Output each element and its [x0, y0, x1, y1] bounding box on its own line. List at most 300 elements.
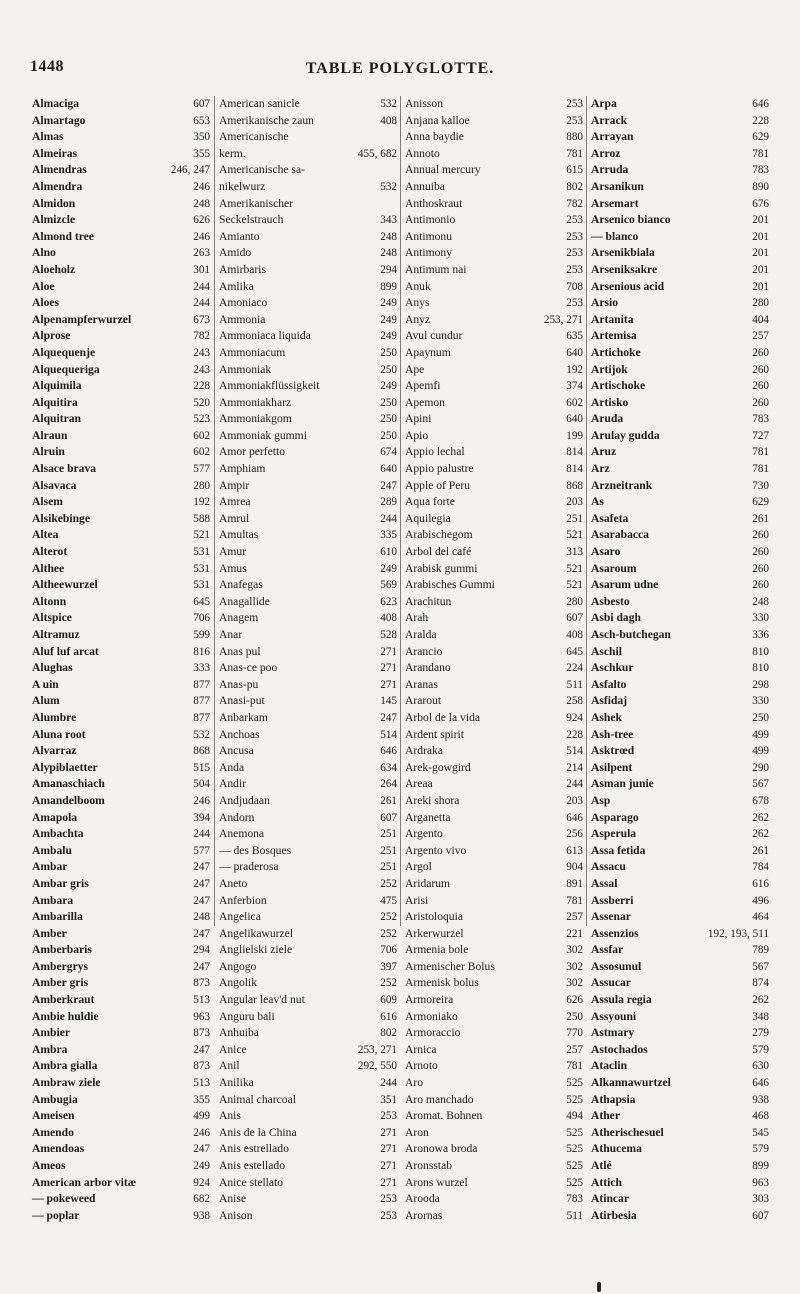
- entry-page-ref: 781: [566, 1060, 583, 1073]
- entry-page-ref: 228: [566, 728, 583, 741]
- entry-page-ref: 602: [566, 396, 583, 409]
- index-entry: [401, 179, 587, 196]
- index-entry: [215, 909, 401, 926]
- entry-term: Artanita: [591, 312, 634, 326]
- entry-page-ref: 567: [752, 960, 769, 973]
- entry-term: Arroz: [591, 146, 621, 160]
- entry-term: Aluf luf arcat: [32, 644, 99, 658]
- entry-page-ref: 525: [566, 1143, 583, 1156]
- entry-term: Ash-tree: [591, 727, 634, 741]
- entry-page-ref: 262: [752, 811, 769, 824]
- index-entry: [28, 312, 214, 329]
- entry-page-ref: 609: [380, 994, 397, 1007]
- index-entry: [28, 627, 214, 644]
- entry-page-ref: 494: [566, 1110, 583, 1123]
- index-entry: [587, 1108, 773, 1125]
- entry-page-ref: 781: [566, 894, 583, 907]
- index-entry: [587, 992, 773, 1009]
- index-entry: [401, 975, 587, 992]
- index-entry: [401, 826, 587, 843]
- entry-page-ref: 525: [566, 1160, 583, 1172]
- entry-page-ref: 330: [752, 695, 769, 708]
- index-entry: [28, 229, 214, 246]
- entry-term: Aneto: [219, 876, 248, 890]
- index-entry: [587, 1075, 773, 1092]
- entry-term: Alprose: [32, 329, 71, 343]
- index-entry: [587, 295, 773, 312]
- index-entry: [28, 826, 214, 843]
- entry-page-ref: 250: [380, 346, 397, 359]
- index-entry: [401, 328, 587, 345]
- entry-page-ref: 251: [380, 861, 397, 874]
- entry-term: Appio lechal: [405, 445, 465, 459]
- entry-page-ref: 289: [380, 496, 397, 509]
- entry-term: Asafeta: [591, 511, 629, 525]
- entry-term: Argento vivo: [405, 843, 467, 857]
- index-entry: [587, 196, 773, 213]
- index-entry: [28, 527, 214, 544]
- index-entry: [401, 428, 587, 445]
- entry-page-ref: 246: [193, 1126, 210, 1139]
- entry-page-ref: 247: [193, 927, 210, 940]
- index-entry: [401, 1058, 587, 1075]
- index-column-1: [28, 96, 214, 1222]
- entry-page-ref: 251: [380, 828, 397, 841]
- entry-page-ref: 243: [193, 363, 210, 376]
- entry-page-ref: 706: [380, 944, 397, 957]
- entry-term: Anis estellado: [219, 1159, 286, 1172]
- entry-term: Angular leav'd nut: [219, 993, 305, 1007]
- entry-term: Arganetta: [405, 810, 451, 824]
- index-entry: [401, 561, 587, 578]
- index-entry: [215, 362, 401, 379]
- entry-term: Argento: [405, 827, 443, 841]
- index-entry: [587, 760, 773, 777]
- entry-term: — poplar: [32, 1208, 80, 1222]
- entry-page-ref: 249: [380, 562, 397, 575]
- entry-page-ref: 899: [752, 1160, 769, 1172]
- index-entry: [28, 461, 214, 478]
- entry-page-ref: 271: [380, 1126, 397, 1139]
- entry-term: Attich: [591, 1175, 622, 1189]
- entry-term: Altspice: [32, 611, 72, 625]
- entry-page-ref: 783: [752, 164, 769, 177]
- entry-term: Artisko: [591, 395, 629, 409]
- index-entry: [215, 162, 401, 179]
- entry-page-ref: 577: [193, 463, 210, 476]
- entry-page-ref: 629: [752, 496, 769, 509]
- entry-page-ref: 877: [193, 695, 210, 708]
- entry-page-ref: 257: [566, 911, 583, 924]
- index-entry: [587, 859, 773, 876]
- index-entry: [401, 942, 587, 959]
- index-entry: [28, 942, 214, 959]
- index-entry: [215, 312, 401, 329]
- entry-page-ref: 569: [380, 579, 397, 592]
- entry-term: Arsanikun: [591, 179, 644, 193]
- index-entry: [401, 229, 587, 246]
- entry-page-ref: 455, 682: [357, 147, 397, 160]
- index-entry: [215, 727, 401, 744]
- entry-page-ref: 248: [380, 247, 397, 260]
- entry-page-ref: 271: [380, 1143, 397, 1156]
- entry-page-ref: 623: [380, 595, 397, 608]
- entry-page-ref: 247: [193, 1143, 210, 1156]
- entry-page-ref: 201: [752, 280, 769, 293]
- entry-page-ref: 924: [566, 711, 583, 724]
- entry-page-ref: 532: [380, 180, 397, 193]
- entry-term: Aschkur: [591, 661, 634, 675]
- entry-term: Armoniako: [405, 1009, 458, 1023]
- index-entry: [215, 229, 401, 246]
- entry-term: Artischoke: [591, 379, 646, 393]
- index-entry: [215, 511, 401, 528]
- entry-term: Amirbaris: [219, 262, 267, 276]
- entry-page-ref: 294: [380, 263, 397, 276]
- entry-page-ref: 873: [193, 1060, 210, 1073]
- entry-term: Alvarraz: [32, 744, 77, 758]
- page-title: TABLE POLYGLOTTE.: [305, 60, 495, 77]
- index-entry: [401, 610, 587, 627]
- entry-page-ref: 515: [193, 761, 210, 774]
- entry-page-ref: 260: [752, 380, 769, 393]
- entry-term: Arabisk gummi: [405, 561, 478, 575]
- entry-page-ref: 294: [193, 944, 210, 957]
- index-entry: [401, 893, 587, 910]
- entry-page-ref: 247: [193, 960, 210, 973]
- entry-page-ref: 880: [566, 131, 583, 144]
- entry-page-ref: 251: [380, 844, 397, 857]
- entry-term: Ardraka: [405, 744, 443, 758]
- entry-term: Artichoke: [591, 345, 641, 359]
- entry-term: Annuiba: [405, 179, 445, 193]
- entry-term: Arsenious acid: [591, 279, 665, 293]
- index-entry: [215, 1075, 401, 1092]
- index-entry: [587, 577, 773, 594]
- entry-term: Ashek: [591, 710, 622, 724]
- entry-page-ref: 313: [566, 546, 583, 559]
- entry-term: Ampir: [219, 478, 250, 492]
- entry-page-ref: 221: [566, 927, 583, 940]
- entry-page-ref: 513: [193, 994, 210, 1007]
- entry-term: Alquequeriga: [32, 362, 100, 376]
- index-entry: [587, 909, 773, 926]
- entry-term: Anda: [219, 760, 245, 774]
- entry-term: Alno: [32, 246, 56, 260]
- entry-page-ref: 531: [193, 546, 210, 559]
- entry-term: Angolik: [219, 976, 258, 990]
- index-entry: [587, 942, 773, 959]
- index-entry: [401, 710, 587, 727]
- entry-page-ref: 616: [752, 877, 769, 890]
- index-entry: [215, 992, 401, 1009]
- index-entry: [215, 1009, 401, 1026]
- entry-term: Ambara: [32, 893, 74, 907]
- entry-page-ref: 531: [193, 579, 210, 592]
- entry-page-ref: 248: [193, 197, 210, 210]
- entry-term: Amapola: [32, 810, 78, 824]
- entry-term: Arisi: [405, 893, 429, 907]
- index-entry: [401, 992, 587, 1009]
- entry-term: Almeiras: [32, 146, 78, 160]
- entry-term: Arek-gowgird: [405, 760, 471, 774]
- index-entry: [28, 196, 214, 213]
- entry-page-ref: 248: [193, 911, 210, 924]
- entry-term: Aloe: [32, 279, 55, 293]
- index-entry: [587, 1058, 773, 1075]
- entry-page-ref: 257: [566, 1043, 583, 1056]
- entry-page-ref: 394: [193, 811, 210, 824]
- index-entry: [28, 893, 214, 910]
- entry-term: Arons wurzel: [405, 1175, 468, 1189]
- entry-term: Arruda: [591, 163, 629, 177]
- entry-term: Assula regia: [591, 993, 652, 1007]
- index-entry: [587, 245, 773, 262]
- index-entry: [215, 179, 401, 196]
- index-entry: [28, 594, 214, 611]
- entry-term: Arrayan: [591, 130, 634, 144]
- entry-page-ref: 252: [380, 927, 397, 940]
- entry-term: Ambra: [32, 1042, 68, 1056]
- entry-term: Arkerwurzel: [405, 926, 464, 940]
- entry-page-ref: 607: [193, 98, 210, 110]
- index-entry: [587, 96, 773, 113]
- index-entry: [401, 1125, 587, 1142]
- index-entry: [215, 279, 401, 296]
- entry-page-ref: 201: [752, 247, 769, 260]
- entry-page-ref: 228: [193, 380, 210, 393]
- entry-page-ref: 247: [193, 894, 210, 907]
- entry-term: Asarum udne: [591, 578, 659, 592]
- entry-term: Arsenikbiala: [591, 246, 655, 260]
- index-entry: [587, 826, 773, 843]
- index-entry: [587, 959, 773, 976]
- index-entry: [28, 743, 214, 760]
- index-entry: [587, 926, 773, 943]
- index-entry: [401, 1075, 587, 1092]
- entry-term: Argol: [405, 860, 432, 874]
- entry-term: Amberkraut: [32, 993, 95, 1007]
- index-entry: [401, 627, 587, 644]
- index-entry: [28, 992, 214, 1009]
- index-entry: [215, 428, 401, 445]
- index-entry: [28, 909, 214, 926]
- entry-term: Amor perfetto: [219, 445, 285, 459]
- entry-page-ref: 246: [193, 230, 210, 243]
- entry-term: Aro manchado: [405, 1092, 474, 1106]
- index-entry: [28, 693, 214, 710]
- entry-term: Altea: [32, 528, 59, 542]
- entry-term: Ammoniakharz: [219, 395, 292, 409]
- entry-term: Assenzios: [591, 926, 639, 940]
- entry-term: Ape: [405, 362, 425, 376]
- index-entry: [215, 577, 401, 594]
- entry-page-ref: 963: [752, 1176, 769, 1189]
- entry-page-ref: 532: [193, 728, 210, 741]
- entry-page-ref: 814: [566, 446, 583, 459]
- index-entry: [587, 461, 773, 478]
- entry-page-ref: 260: [752, 579, 769, 592]
- index-entry: [28, 411, 214, 428]
- entry-page-ref: 514: [380, 728, 397, 741]
- entry-term: Ameisen: [32, 1109, 75, 1123]
- index-entry: [28, 113, 214, 130]
- entry-term: Apemon: [405, 395, 445, 409]
- entry-page-ref: 525: [566, 1126, 583, 1139]
- entry-term: Anice: [219, 1042, 247, 1056]
- entry-term: Aromat. Bohnen: [405, 1109, 483, 1123]
- entry-page-ref: 521: [193, 529, 210, 542]
- entry-term: Anis: [219, 1109, 241, 1123]
- entry-term: Anjana kalloe: [405, 113, 470, 127]
- index-entry: [215, 1025, 401, 1042]
- entry-page-ref: 252: [380, 977, 397, 990]
- entry-term: Anar: [219, 628, 243, 641]
- entry-term: Antimonio: [405, 213, 456, 227]
- index-entry: [401, 395, 587, 412]
- entry-term: Anas-ce poo: [219, 661, 278, 675]
- index-entry: [28, 710, 214, 727]
- entry-page-ref: 260: [752, 346, 769, 359]
- entry-term: Arseniksakre: [591, 262, 658, 276]
- entry-page-ref: 302: [566, 977, 583, 990]
- entry-page-ref: 626: [193, 214, 210, 227]
- index-entry: [587, 428, 773, 445]
- index-entry: [28, 1108, 214, 1125]
- index-entry: [587, 677, 773, 694]
- index-entry: [28, 1042, 214, 1059]
- entry-term: Ambarilla: [32, 910, 83, 924]
- index-entry: [587, 810, 773, 827]
- entry-page-ref: 520: [193, 396, 210, 409]
- entry-page-ref: 782: [566, 197, 583, 210]
- entry-term: Alpenampferwurzel: [32, 312, 132, 326]
- index-entry: [401, 444, 587, 461]
- entry-term: Ambergrys: [32, 959, 89, 973]
- index-entry: [587, 262, 773, 279]
- entry-term: Anys: [405, 296, 430, 310]
- index-entry: [28, 975, 214, 992]
- entry-page-ref: 250: [380, 363, 397, 376]
- entry-page-ref: 602: [193, 429, 210, 442]
- entry-term: Amendoas: [32, 1142, 85, 1156]
- entry-term: Arachitun: [405, 594, 452, 608]
- entry-term: Ammoniakgom: [219, 412, 292, 426]
- entry-term: Amur: [219, 545, 247, 559]
- entry-term: Angelica: [219, 910, 261, 924]
- entry-page-ref: 730: [752, 479, 769, 492]
- index-entry: [401, 594, 587, 611]
- entry-term: Ammoniaca liquida: [219, 329, 311, 343]
- entry-page-ref: 531: [193, 562, 210, 575]
- entry-page-ref: 355: [193, 147, 210, 160]
- entry-term: Assberri: [591, 893, 634, 907]
- entry-page-ref: 201: [752, 214, 769, 227]
- index-entry: [28, 1208, 214, 1225]
- entry-page-ref: 810: [752, 662, 769, 675]
- entry-term: Avul cundur: [405, 329, 463, 343]
- entry-page-ref: 924: [193, 1176, 210, 1189]
- index-entry: [215, 660, 401, 677]
- index-entry: [215, 926, 401, 943]
- entry-page-ref: 673: [193, 313, 210, 326]
- entry-term: Amido: [219, 246, 252, 260]
- entry-term: Aridarum: [405, 876, 451, 890]
- index-entry: [401, 1191, 587, 1208]
- entry-page-ref: 874: [752, 977, 769, 990]
- entry-page-ref: 252: [380, 911, 397, 924]
- entry-page-ref: 145: [380, 695, 397, 708]
- index-entry: [215, 544, 401, 561]
- index-entry: [28, 1092, 214, 1109]
- entry-page-ref: 678: [752, 794, 769, 807]
- entry-term: Aronsstab: [405, 1159, 453, 1172]
- entry-page-ref: 253: [380, 1209, 397, 1222]
- entry-page-ref: 653: [193, 114, 210, 127]
- index-entry: [587, 893, 773, 910]
- index-entry: [28, 1058, 214, 1075]
- entry-page-ref: 783: [566, 1193, 583, 1206]
- entry-term: American sanicle: [219, 97, 300, 110]
- entry-term: Alsavaca: [32, 478, 77, 492]
- index-entry: [28, 660, 214, 677]
- index-entry: [401, 859, 587, 876]
- entry-term: Alquitran: [32, 412, 81, 426]
- entry-page-ref: 525: [566, 1176, 583, 1189]
- entry-page-ref: 938: [752, 1093, 769, 1106]
- entry-page-ref: 567: [752, 778, 769, 791]
- index-entry: [28, 1175, 214, 1192]
- index-entry: [28, 677, 214, 694]
- entry-term: Animal charcoal: [219, 1092, 296, 1106]
- entry-page-ref: 877: [193, 678, 210, 691]
- entry-term: Amendo: [32, 1125, 74, 1139]
- index-entry: [587, 411, 773, 428]
- entry-term: Almendras: [32, 163, 87, 177]
- entry-page-ref: 646: [380, 745, 397, 758]
- entry-term: Arornas: [405, 1208, 443, 1222]
- entry-page-ref: 499: [752, 728, 769, 741]
- index-entry: [587, 1092, 773, 1109]
- index-entry: [401, 1092, 587, 1109]
- entry-page-ref: 279: [752, 1027, 769, 1040]
- entry-term: Anna baydie: [405, 130, 464, 144]
- index-entry: [401, 959, 587, 976]
- index-entry: [401, 743, 587, 760]
- entry-term: Alquitira: [32, 395, 78, 409]
- entry-page-ref: 201: [752, 263, 769, 276]
- index-entry: [401, 494, 587, 511]
- index-entry: [401, 362, 587, 379]
- entry-term: Asfalto: [591, 677, 627, 691]
- entry-page-ref: 249: [380, 380, 397, 393]
- entry-page-ref: 579: [752, 1143, 769, 1156]
- index-entry: [28, 610, 214, 627]
- entry-term: Anglielski ziele: [219, 943, 293, 957]
- entry-page-ref: 248: [380, 230, 397, 243]
- index-entry: [28, 511, 214, 528]
- entry-page-ref: 525: [566, 1093, 583, 1106]
- entry-page-ref: 351: [380, 1093, 397, 1106]
- index-entry: [215, 826, 401, 843]
- entry-term: Annoto: [405, 146, 440, 160]
- entry-term: Arooda: [405, 1192, 440, 1206]
- entry-page-ref: 781: [752, 446, 769, 459]
- entry-term: Ambra gialla: [32, 1059, 98, 1073]
- index-entry: [215, 1125, 401, 1142]
- entry-term: Apemfi: [405, 379, 441, 393]
- index-entry: [401, 760, 587, 777]
